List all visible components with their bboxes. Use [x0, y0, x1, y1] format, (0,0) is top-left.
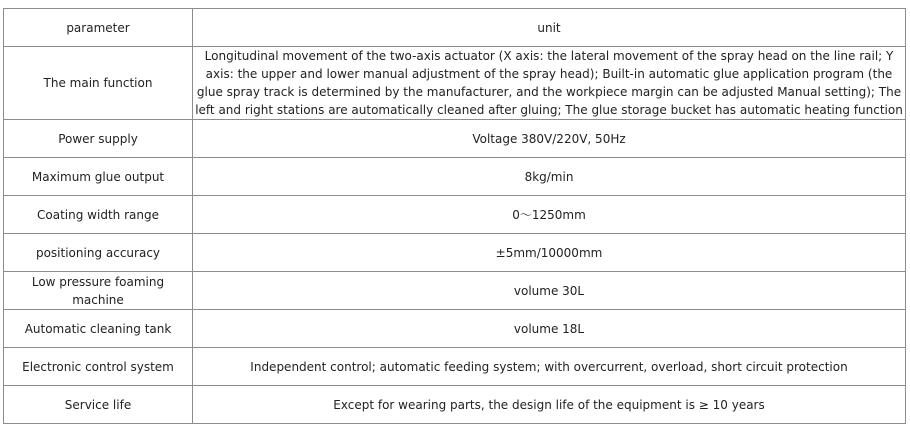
table-row [4, 234, 906, 272]
table-row [4, 310, 906, 348]
row-parameter: Power supply [4, 120, 193, 158]
row-parameter: Electronic control system [4, 348, 193, 386]
header-parameter: parameter [4, 9, 193, 47]
row-value: Independent control; automatic feeding system; with overcurrent, overload, short circuit protection [193, 348, 906, 386]
row-parameter: The main function [4, 47, 193, 120]
row-value: ±5mm/10000mm [193, 234, 906, 272]
table-row [4, 386, 906, 424]
row-value: Except for wearing parts, the design life of the equipment is ≥ 10 years [193, 386, 906, 424]
row-parameter: positioning accuracy [4, 234, 193, 272]
row-parameter: Maximum glue output [4, 158, 193, 196]
table-row [4, 47, 906, 120]
row-parameter: Service life [4, 386, 193, 424]
table-row [4, 196, 906, 234]
table-header-row [4, 9, 906, 47]
row-value: 0～1250mm [193, 196, 906, 234]
row-parameter: Coating width range [4, 196, 193, 234]
header-unit: unit [193, 9, 906, 47]
table-row [4, 120, 906, 158]
row-value: volume 18L [193, 310, 906, 348]
spec-table [3, 8, 906, 424]
row-parameter: Automatic cleaning tank [4, 310, 193, 348]
row-parameter: Low pressure foaming machine [4, 272, 193, 310]
row-value: volume 30L [193, 272, 906, 310]
row-value: Voltage 380V/220V, 50Hz [193, 120, 906, 158]
table-row [4, 348, 906, 386]
row-value: Longitudinal movement of the two-axis actuator (X axis: the lateral movement of the spray head on the line rail; Y axis: the upper and lower manual adjustment of the spray head); Built-in automatic glue application program (the glue spray track is determined by the manufacturer, and the workpiece margin can be adjusted Manual setting); The left and right stations are automatically cleaned after gluing; The glue storage bucket has automatic heating function [193, 47, 906, 120]
row-value: 8kg/min [193, 158, 906, 196]
table-row [4, 272, 906, 310]
table-row [4, 158, 906, 196]
